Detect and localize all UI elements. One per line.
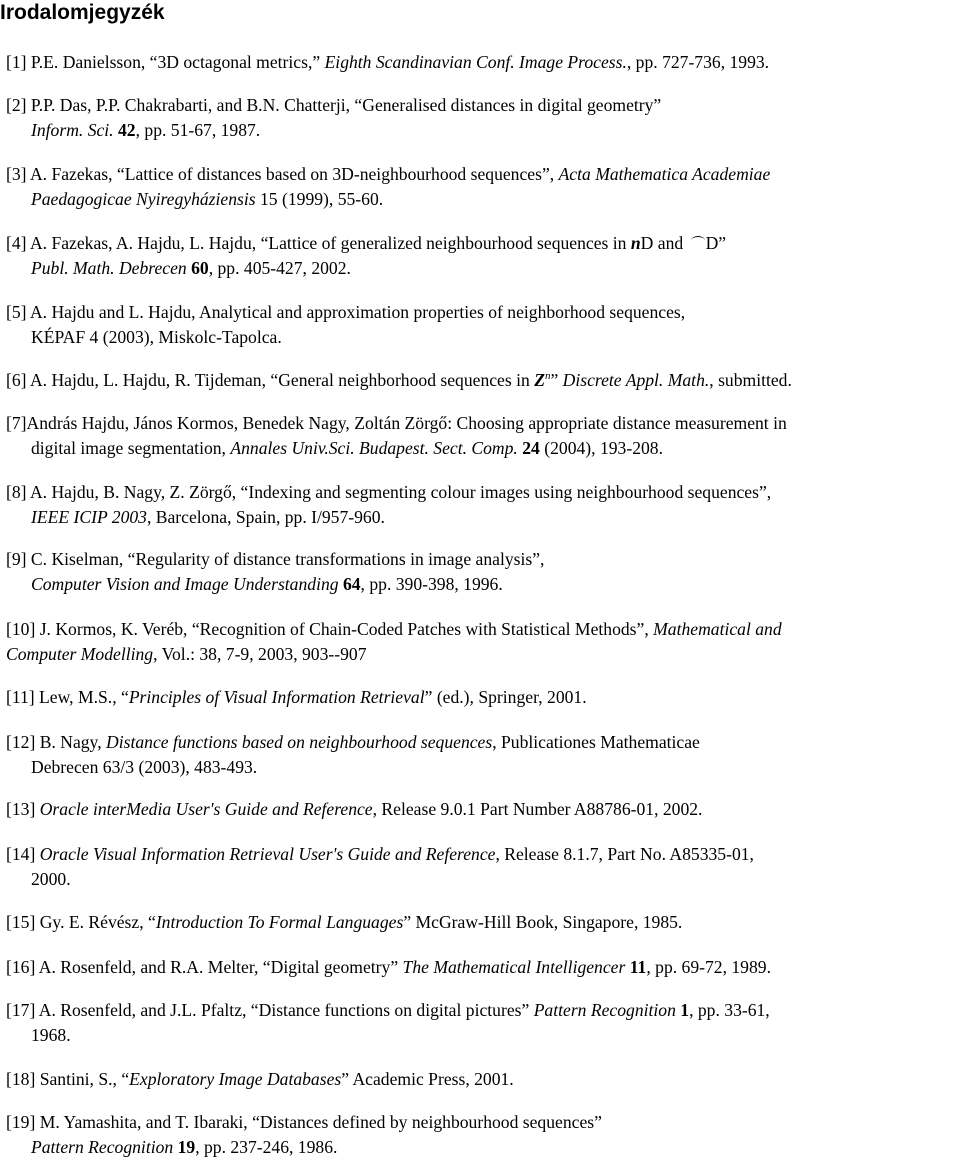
reference-text: The Mathematical Intelligencer xyxy=(402,957,626,977)
reference-text: D and xyxy=(640,233,688,253)
reference-line xyxy=(6,842,954,867)
reference-line xyxy=(6,910,954,935)
reference-text: n xyxy=(630,233,641,253)
reference-text: 11 xyxy=(629,957,647,977)
reference-line: Debrecen 63/3 (2003), 483-493. xyxy=(31,757,258,777)
reference-text: Computer Modelling xyxy=(6,644,154,664)
reference-text: , Publicationes Mathematicae xyxy=(492,732,700,752)
reference-text: 64 xyxy=(342,574,361,594)
reference-text: Z xyxy=(534,370,545,390)
reference-line xyxy=(6,436,954,461)
reference-text: , Vol.: 38, 7-9, 2003, 903--907 xyxy=(153,644,367,664)
reference-line xyxy=(6,118,954,143)
reference-text: [4] A. Fazekas, A. Hajdu, L. Hajdu, “Lattice of generalized neighbourhood sequences in xyxy=(6,233,631,253)
reference-7 xyxy=(6,411,954,461)
reference-line: [2] P.P. Das, P.P. Chakrabarti, and B.N. Chatterji, “Generalised distances in digital geometry” xyxy=(6,95,662,115)
reference-text: Pattern Recognition xyxy=(533,1000,676,1020)
reference-2 xyxy=(6,93,954,143)
reference-text: Publ. Math. Debrecen xyxy=(31,258,187,278)
reference-10 xyxy=(6,617,954,667)
reference-line xyxy=(6,162,954,187)
reference-line xyxy=(6,368,954,393)
reference-text: [15] Gy. E. Révész, “ xyxy=(6,912,156,932)
reference-text: IEEE ICIP 2003 xyxy=(31,507,147,527)
reference-line xyxy=(6,998,954,1023)
reference-line xyxy=(6,797,954,822)
reference-line: [5] A. Hajdu and L. Hajdu, Analytical and approximation properties of neighborhood sequences, xyxy=(6,302,686,322)
reference-14 xyxy=(6,842,954,892)
reference-line xyxy=(6,50,954,75)
reference-text: [18] Santini, S., “ xyxy=(6,1069,130,1089)
reference-line xyxy=(6,642,954,667)
reference-text: 60 xyxy=(191,258,209,278)
reference-text: Introduction To Formal Languages xyxy=(155,912,404,932)
reference-17 xyxy=(6,998,954,1048)
reference-text: 1 xyxy=(680,1000,690,1020)
reference-text: ” Academic Press, 2001. xyxy=(341,1069,514,1089)
reference-3 xyxy=(6,162,954,212)
reference-text: , Release 9.0.1 Part Number A88786-01, 2002. xyxy=(372,799,703,819)
reference-line xyxy=(6,1135,954,1160)
reference-text xyxy=(534,370,545,390)
reference-text: , pp. 237-246, 1986. xyxy=(195,1137,338,1157)
reference-12 xyxy=(6,730,954,780)
reference-text: [6] A. Hajdu, L. Hajdu, R. Tijdeman, “General neighborhood sequences in xyxy=(6,370,535,390)
reference-text: Distance functions based on neighbourhood sequences xyxy=(106,732,493,752)
reference-line xyxy=(6,231,954,256)
reference-text: ” xyxy=(550,370,563,390)
reference-text xyxy=(631,233,641,253)
page-title: Irodalomjegyzék xyxy=(0,1,165,24)
reference-text: , submitted. xyxy=(709,370,792,390)
reference-text: Pattern Recognition xyxy=(31,1137,174,1157)
reference-text: [3] A. Fazekas, “Lattice of distances based on 3D-neighbourhood sequences”, xyxy=(6,164,559,184)
reference-line: 1968. xyxy=(31,1025,71,1045)
reference-line xyxy=(6,505,954,530)
reference-text: 19 xyxy=(177,1137,196,1157)
reference-4 xyxy=(6,231,954,281)
reference-text: [17] A. Rosenfeld, and J.L. Pfaltz, “Distance functions on digital pictures” xyxy=(6,1000,534,1020)
reference-line xyxy=(6,572,954,597)
reference-15 xyxy=(6,910,954,935)
reference-text: , pp. 69-72, 1989. xyxy=(646,957,771,977)
reference-6 xyxy=(6,368,954,393)
reference-text: , Barcelona, Spain, pp. I/957-960. xyxy=(146,507,385,527)
reference-line xyxy=(6,955,954,980)
reference-text: , pp. 51-67, 1987. xyxy=(135,120,261,140)
reference-text: [11] Lew, M.S., “ xyxy=(6,687,129,707)
reference-text: digital image segmentation, xyxy=(31,438,231,458)
reference-line: [7]András Hajdu, János Kormos, Benedek Nagy, Zoltán Zörgő: Choosing appropriate distance measurement in xyxy=(6,413,787,433)
reference-text: Oracle interMedia User's Guide and Reference xyxy=(39,799,373,819)
reference-11 xyxy=(6,685,954,710)
reference-text: ” (ed.), Springer, 2001. xyxy=(424,687,587,707)
reference-text: Oracle Visual Information Retrieval User's Guide and Reference xyxy=(39,844,496,864)
reference-text: [12] B. Nagy, xyxy=(6,732,107,752)
reference-text: , pp. 727-736, 1993. xyxy=(626,52,770,72)
reference-text: ” McGraw-Hill Book, Singapore, 1985. xyxy=(403,912,683,932)
reference-5 xyxy=(6,300,954,350)
arc-symbol xyxy=(691,236,705,245)
reference-line xyxy=(6,617,954,642)
reference-18 xyxy=(6,1067,954,1092)
reference-text: Exploratory Image Databases xyxy=(129,1069,342,1089)
reference-line xyxy=(6,730,954,755)
reference-text: D” xyxy=(705,233,727,253)
reference-text: Annales Univ.Sci. Budapest. Sect. Comp. xyxy=(230,438,518,458)
reference-text: , pp. 405-427, 2002. xyxy=(208,258,351,278)
reference-text: Principles of Visual Information Retrieval xyxy=(128,687,425,707)
reference-line: [9] C. Kiselman, “Regularity of distance transformations in image analysis”, xyxy=(6,549,545,569)
reference-text: [1] P.E. Danielsson, “3D octagonal metrics,” xyxy=(6,52,325,72)
reference-text: [14] xyxy=(6,844,40,864)
reference-text: Computer Vision and Image Understanding xyxy=(31,574,339,594)
reference-text: , pp. 33-61, xyxy=(689,1000,770,1020)
reference-line: [8] A. Hajdu, B. Nagy, Z. Zörgő, “Indexing and segmenting colour images using neighbourhood sequences”, xyxy=(6,482,772,502)
reference-line xyxy=(6,1067,954,1092)
reference-text: 24 xyxy=(522,438,540,458)
reference-text: , pp. 390-398, 1996. xyxy=(360,574,503,594)
reference-text: , Release 8.1.7, Part No. A85335-01, xyxy=(495,844,754,864)
reference-16 xyxy=(6,955,954,980)
reference-text: Eighth Scandinavian Conf. Image Process. xyxy=(324,52,627,72)
reference-8 xyxy=(6,480,954,530)
reference-line: 2000. xyxy=(31,869,71,889)
reference-9 xyxy=(6,547,954,597)
reference-line xyxy=(6,187,954,212)
reference-text: Acta Mathematica Academiae xyxy=(558,164,771,184)
reference-text: 15 (1999), 55-60. xyxy=(255,189,384,209)
reference-text: Mathematical and xyxy=(653,619,782,639)
reference-line xyxy=(6,256,954,281)
reference-13 xyxy=(6,797,954,822)
reference-text: Inform. Sci. xyxy=(31,120,114,140)
reference-text: (2004), 193-208. xyxy=(539,438,663,458)
reference-text: Paedagogicae Nyiregyháziensis xyxy=(31,189,256,209)
reference-line xyxy=(6,685,954,710)
reference-text: [16] A. Rosenfeld, and R.A. Melter, “Digital geometry” xyxy=(6,957,403,977)
reference-text: [13] xyxy=(6,799,40,819)
reference-text: n xyxy=(544,370,551,382)
reference-1 xyxy=(6,50,954,75)
reference-text: [10] J. Kormos, K. Veréb, “Recognition of Chain-Coded Patches with Statistical Methods”, xyxy=(6,619,654,639)
reference-19 xyxy=(6,1110,954,1160)
reference-line: KÉPAF 4 (2003), Miskolc-Tapolca. xyxy=(31,327,282,347)
reference-text: Discrete Appl. Math. xyxy=(562,370,710,390)
reference-text: 42 xyxy=(118,120,136,140)
reference-line: [19] M. Yamashita, and T. Ibaraki, “Distances defined by neighbourhood sequences” xyxy=(6,1112,602,1132)
